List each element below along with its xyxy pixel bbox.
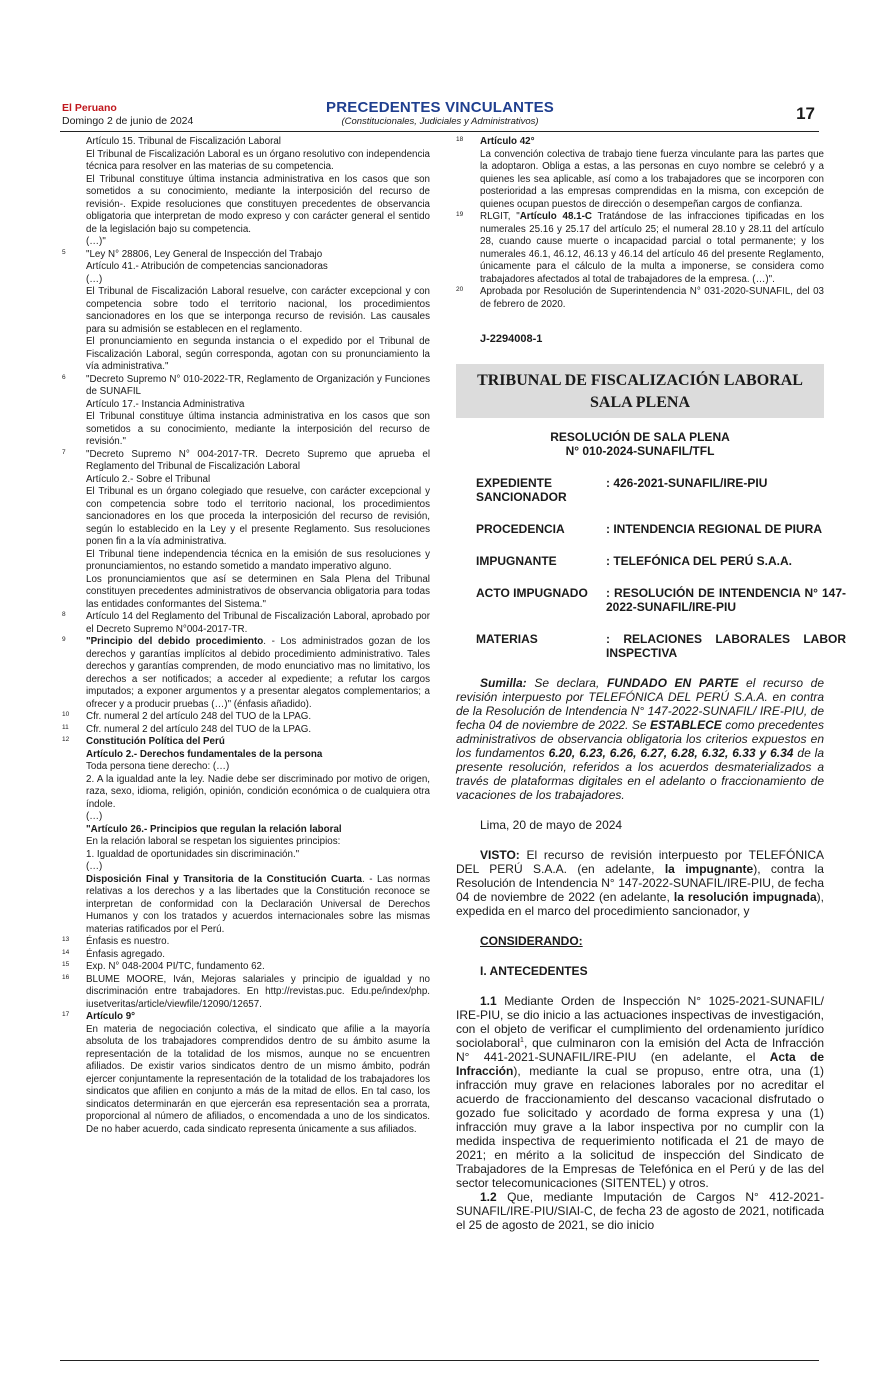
fn-line: Artículo 41.- Atribución de competencias sancionadoras: [86, 261, 328, 272]
fn-bold: "Principio del debido procedimiento: [86, 636, 264, 647]
paragraph-text: Que, mediante Imputación de Cargos N° 412-2021-SUNAFIL/IRE-PIU/SIAI-C, de fecha 23 de agosto de 2021, notificada el 25 de agosto de 2021, se dio inicio: [456, 1189, 824, 1232]
sumilla-label: Sumilla:: [480, 675, 527, 690]
footnote-number: 8: [62, 611, 66, 618]
sumilla-bold: FUNDADO EN PARTE: [606, 675, 739, 690]
paragraph-text: Mediante Orden de Inspección N° 1025-2021-SUNAFIL/ IRE-PIU, se dio inicio a las actuaciones inspectivas de investigación, con el objeto de verificar el cumplimiento del ordenamiento jurídico sociolaboral: [456, 993, 824, 1050]
visto-label: VISTO:: [480, 847, 520, 862]
fn-line: El Tribunal de Fiscalización Laboral es un órgano resolutivo con independencia técnica para resolver en las materias de su competencia.: [86, 148, 430, 172]
footnote-number: 17: [62, 1011, 70, 1018]
fn-line: (…): [86, 273, 103, 285]
fn-line: En materia de negociación colectiva, el sindicato que afilie a la mayoría absoluta de los trabajadores comprendidos dentro de su ámbito asume la representación de la totalidad de los mismos, aunque no se encuentren afiliados. De existir varios sindicatos dentro de un mismo ámbito, podrán ejercer conjuntamente la representación de la totalidad de los trabajadores los sindicatos que afilien en conjunto a más de la mitad de ellos. En tal caso, los sindicatos determinarán en que ejercerán esa representación sea a prorrata, proporcional al número de afiliados, o encomendada a uno de los sindicatos. De no haber acuerdo, cada sindicato representa únicamente a sus afiliados.: [86, 1023, 430, 1135]
fn-line: El Tribunal es un órgano colegiado que resuelve, con carácter excepcional y con competencia sobre todo el territorio nacional, los procedimientos sancionadores en los que proceda la interposición del recurso de revisión, según lo establecido en la Ley y el presente Reglamento. Sus resoluciones ponen fin a la vía administrativa.: [86, 486, 430, 547]
meta-key: ACTO IMPUGNADO: [476, 585, 588, 600]
fn-bold: Artículo 48.1-C: [519, 211, 592, 222]
meta-key: EXPEDIENTE SANCIONADOR: [476, 475, 567, 504]
footnote-continuation: [62, 136, 430, 249]
fn-line: 2. A la igualdad ante la ley. Nadie debe ser discriminado por motivo de origen, raza, sexo, idioma, religión, opinión, condición económica o de cualquiera otra índole.: [86, 773, 430, 810]
footnote-number: 12: [62, 736, 70, 743]
sumilla-text: Se declara,: [526, 675, 607, 690]
meta-row: [476, 522, 846, 536]
fn-line: El pronunciamiento en segunda instancia o el expedido por el Tribunal de Fiscalización Laboral, según corresponda, agotan con su pronunciamiento la vía administrativa.": [86, 336, 430, 372]
section-subtitle: (Constitucionales, Judiciales y Administrativos): [341, 116, 539, 127]
right-column: [456, 136, 846, 1232]
fn-line: Énfasis es nuestro.: [86, 936, 170, 947]
sumilla-text: el recurso de revisión interpuesto por TELEFÓNICA DEL PERÚ S.A.A. en contra de la Resolución de Intendencia N° 147-2022-SUNAFIL/ IRE-PIU, de fecha 04 de noviembre de 2022. Se: [456, 675, 824, 732]
section-header: [250, 100, 630, 128]
tribunal-title-box: [456, 364, 824, 418]
tribunal-subtitle: SALA PLENA: [589, 393, 691, 411]
footnote-16: [62, 974, 430, 1012]
footnote-number: 15: [62, 961, 70, 968]
meta-value: : RESOLUCIÓN DE INTENDENCIA N° 147-2022-SUNAFIL/IRE-PIU: [606, 585, 846, 614]
meta-value: : TELEFÓNICA DEL PERÚ S.A.A.: [606, 553, 793, 568]
fn-bold: Artículo 9°: [86, 1011, 136, 1022]
footnote-12: [62, 736, 430, 936]
fn-line: Cfr. numeral 2 del artículo 248 del TUO de la LPAG.: [86, 711, 312, 722]
resolution-body: [456, 676, 824, 1232]
footnote-13: [62, 936, 430, 949]
footnote-number: 20: [456, 286, 464, 293]
footnote-9: [62, 636, 430, 711]
footnote-number: 9: [62, 636, 66, 643]
fn-bold: Constitución Política del Perú: [86, 736, 225, 747]
fn-text: . - Las normas relativas a los derechos y a las libertades que la Constitución reconoce se interpretan de conformidad con la Declaración Universal de Derechos Humanos y con los tratados y acuerdos internacionales sobre las mismas materias ratificados por el Perú.: [86, 873, 430, 935]
footnote-19: [456, 211, 824, 286]
fn-text: . - Los administrados gozan de los derechos y garantías implícitos al debido procedimiento administrativo. Tales derechos y garantías comprenden, de modo enunciativo mas no limitativo, los derechos a ser notificados; a acceder al expediente; a refutar los cargos imputados; a exponer argumentos y a presentar alegatos complementarios; a ofrecer y a producir pruebas (…)" (énfasis añadido).: [86, 636, 430, 710]
header-divider: [60, 131, 819, 132]
visto-text: El recurso de revisión interpuesto por TELEFÓNICA DEL PERÚ S.A.A. (en adelante,: [456, 847, 824, 876]
footnote-number: 13: [62, 936, 70, 943]
footnote-18: [456, 136, 824, 211]
footnote-number: 11: [62, 723, 69, 731]
footnote-number: 18: [456, 136, 464, 143]
fn-line: Artículo 15. Tribunal de Fiscalización Laboral: [86, 136, 281, 147]
section-title: PRECEDENTES VINCULANTES: [326, 99, 554, 116]
fn-text: Tratándose de las infracciones tipificadas en los numerales 25.16 y 25.17 del artículo 25; el numeral 28.10 y 28.11 del artículo 28, cuando cause muerte o incapacidad parcial o total permanente; y los numerales 46.1, 46.12, 46.13 y 46.14 del artículo 46 del presente Reglamento, únicamente para el cálculo de la multa a imponerse, se considera como trabajadores afectados al total de trabajadores de la empresa. (…)".: [480, 211, 824, 285]
fn-text: RLGIT, ": [480, 211, 520, 222]
footnote-number: 19: [456, 211, 464, 218]
visto-text: ), contra la Resolución de Intendencia N° 147-2022-SUNAFIL/IRE-PIU, de fecha 04 de noviembre de 2022 (en adelante,: [456, 861, 824, 904]
footnote-number: 7: [62, 448, 66, 456]
visto-bold: la resolución impugnada: [673, 889, 817, 904]
fn-line: El Tribunal de Fiscalización Laboral resuelve, con carácter excepcional y con competencia sobre todo el territorio nacional, los procedimientos sancionadores en los que se interponga recurso de revisión. Las causales para su admisión se establecen en el reglamento.: [86, 286, 430, 335]
resolution-number: N° 010-2024-SUNAFIL/TFL: [565, 443, 715, 458]
issue-date: Domingo 2 de junio de 2024: [62, 115, 194, 127]
tribunal-title: TRIBUNAL DE FISCALIZACIÓN LABORAL: [477, 371, 803, 389]
fn-line: Artículo 17.- Instancia Administrativa: [86, 398, 245, 410]
paragraph-text: ), mediante la cual se propuso, entre otra, una (1) infracción muy grave en relaciones laborales por no acreditar el acuerdo de fraccionamiento del descanso vacacional disfrutado o gozado fue solicitado y acordado de forma expresa y una (1) infracción muy grave a la labor inspectiva por no cumplir con la medida inspectiva de requerimiento notificada el 21 de mayo de 2021; en mérito a la solicitud de inspección del Sindicato de Trabajadores de la Empresas de Telefónica en el Perú y de las del sector telecomunicaciones (SITENTEL) y otros.: [456, 1063, 824, 1190]
meta-key: IMPUGNANTE: [476, 553, 557, 568]
meta-row: [476, 476, 846, 504]
paragraph-number: 1.1: [480, 993, 497, 1008]
section-heading: I. ANTECEDENTES: [480, 963, 588, 978]
resolution-title-line: RESOLUCIÓN DE SALA PLENA: [550, 429, 730, 444]
footnote-14: [62, 949, 430, 962]
fn-line: Exp. N° 048-2004 PI/TC, fundamento 62.: [86, 961, 265, 972]
meta-row: [476, 586, 846, 614]
footnote-5: [62, 249, 430, 374]
fn-line: "Decreto Supremo N° 004-2017-TR. Decreto Supremo que aprueba el Reglamento del Tribunal de Fiscalización Laboral: [86, 448, 430, 472]
footnote-ref: 1: [520, 1036, 524, 1044]
visto-bold: la impugnante: [664, 861, 754, 876]
fn-line: (…)": [86, 236, 106, 247]
footnote-number: 16: [62, 973, 70, 981]
meta-row: [476, 632, 846, 660]
fn-line: Los pronunciamientos que así se determinen en Sala Plena del Tribunal constituyen precedentes administrativos de observancia obligatoria para todas las entidades conformantes del Sistema.": [86, 573, 430, 610]
meta-value: : 426-2021-SUNAFIL/IRE-PIU: [606, 475, 768, 490]
paragraph-1-1: [456, 994, 824, 1190]
fn-line: BLUME MOORE, Iván, Mejoras salariales y principio de igualdad y no discriminación entre trabajadores. En http://revistas.puc. Edu.pe/index/php. iusetveritas/article/viewfile/12090/12657.: [86, 973, 430, 1010]
sumilla-text: de la presente resolución, referidos a los acuerdos desmaterializados a través de plataformas digitales en el adelanto o fraccionamiento de vacaciones de los trabajadores.: [456, 745, 825, 802]
fn-line: El Tribunal constituye última instancia administrativa en los casos que son sometidos a su conocimiento, mediante la interposición del recurso de revisión.": [86, 411, 430, 447]
case-metadata-table: [476, 476, 846, 660]
paragraph-number: 1.2: [480, 1189, 497, 1204]
sumilla-text: como precedentes administrativos de observancia obligatoria los criterios expuestos en los fundamentos: [456, 717, 824, 760]
publication-code: J-2294008-1: [480, 333, 543, 345]
fn-line: "Decreto Supremo N° 010-2022-TR, Reglamento de Organización y Funciones de SUNAFIL: [86, 373, 430, 397]
meta-row: [476, 554, 846, 568]
fn-bold: Artículo 2.- Derechos fundamentales de la persona: [86, 748, 323, 760]
footnote-7: [62, 449, 430, 612]
left-column: [62, 136, 430, 1136]
fn-bold: Artículo 42°: [480, 136, 535, 147]
meta-value: : RELACIONES LABORALES LABOR INSPECTIVA: [606, 631, 846, 660]
fn-line: "Ley N° 28806, Ley General de Inspección del Trabajo: [86, 248, 323, 260]
resolution-title: [456, 430, 824, 458]
fn-line: Énfasis agregado.: [86, 948, 165, 960]
visto-paragraph: [456, 848, 824, 918]
footnote-number: 10: [62, 711, 70, 718]
fn-line: Cfr. numeral 2 del artículo 248 del TUO de la LPAG.: [86, 723, 312, 735]
footnote-number: 14: [62, 948, 70, 956]
fn-bold: Disposición Final y Transitoria de la Constitución Cuarta: [86, 873, 362, 885]
fn-line: 1. Igualdad de oportunidades sin discriminación.": [86, 848, 300, 860]
sumilla-bold: ESTABLECE: [649, 717, 722, 732]
paragraph-text: , que culminaron con la emisión del Acta de Infracción N° 441-2021-SUNAFIL/IRE-PIU (en adelante, el: [456, 1035, 824, 1064]
meta-value: : INTENDENCIA REGIONAL DE PIURA: [606, 521, 823, 536]
fn-line: El Tribunal constituye última instancia administrativa en los casos que son sometidos a su conocimiento, mediante la interposición del recurso de revisión-. Expide resoluciones que constituyen precedentes de observancia obligatoria que interpretan de modo expreso y con carácter general el sentido de la legislación bajo su competencia.: [86, 173, 430, 235]
meta-key: PROCEDENCIA: [476, 521, 565, 536]
footnote-11: [62, 724, 430, 737]
fn-line: Artículo 2.- Sobre el Tribunal: [86, 473, 211, 485]
footnote-8: [62, 611, 430, 636]
fn-line: El Tribunal tiene independencia técnica en la emisión de sus resoluciones y pronunciamientos, no estando sometido a mandato imperativo alguno.: [86, 548, 430, 572]
footnote-20: [456, 286, 824, 311]
page-number: 17: [796, 104, 815, 123]
footnote-number: 6: [62, 373, 66, 381]
fn-line: Artículo 14 del Reglamento del Tribunal de Fiscalización Laboral, aprobado por el Decreto Supremo N°004-2017-TR.: [86, 611, 430, 635]
fn-bold: "Artículo 26.- Principios que regulan la relación laboral: [86, 823, 342, 835]
meta-key: MATERIAS: [476, 631, 538, 646]
fn-line: (…): [86, 811, 103, 822]
sumilla-paragraph: [456, 676, 824, 802]
footnote-6: [62, 374, 430, 449]
fn-line: Toda persona tiene derecho: (…): [86, 761, 230, 772]
place-date: Lima, 20 de mayo de 2024: [480, 817, 623, 832]
newspaper-name: El Peruano: [62, 102, 117, 114]
footnote-10: [62, 711, 430, 724]
footnote-15: [62, 961, 430, 974]
paragraph-bold: Acta de Infracción: [456, 1049, 824, 1078]
considerando-heading: CONSIDERANDO:: [480, 933, 583, 948]
paragraph-1-2: [456, 1190, 824, 1232]
sumilla-bold: 6.20, 6.23, 6.26, 6.27, 6.28, 6.32, 6.33 y 6.34: [548, 745, 794, 760]
fn-line: En la relación laboral se respetan los siguientes principios:: [86, 836, 341, 847]
fn-line: Aprobada por Resolución de Superintendencia N° 031-2020-SUNAFIL, del 03 de febrero de 2020.: [480, 286, 824, 310]
footnote-number: 5: [62, 248, 66, 256]
fn-line: (…): [86, 861, 103, 872]
footnote-17: [62, 1011, 430, 1136]
footer-divider: [60, 1360, 819, 1361]
masthead: [62, 102, 193, 128]
fn-line: La convención colectiva de trabajo tiene fuerza vinculante para las partes que la adoptaron. Obliga a estas, a las personas en cuyo nombre se celebró y a quienes les sea aplicable, así como a los trabajadores que se incorporen con posterioridad a las empresas comprendidas en la misma, con excepción de quienes ocupan puestos de dirección o desempeñan cargos de confianza.: [480, 148, 824, 210]
visto-text: ), expedida en el marco del procedimiento sancionador, y: [456, 889, 824, 918]
